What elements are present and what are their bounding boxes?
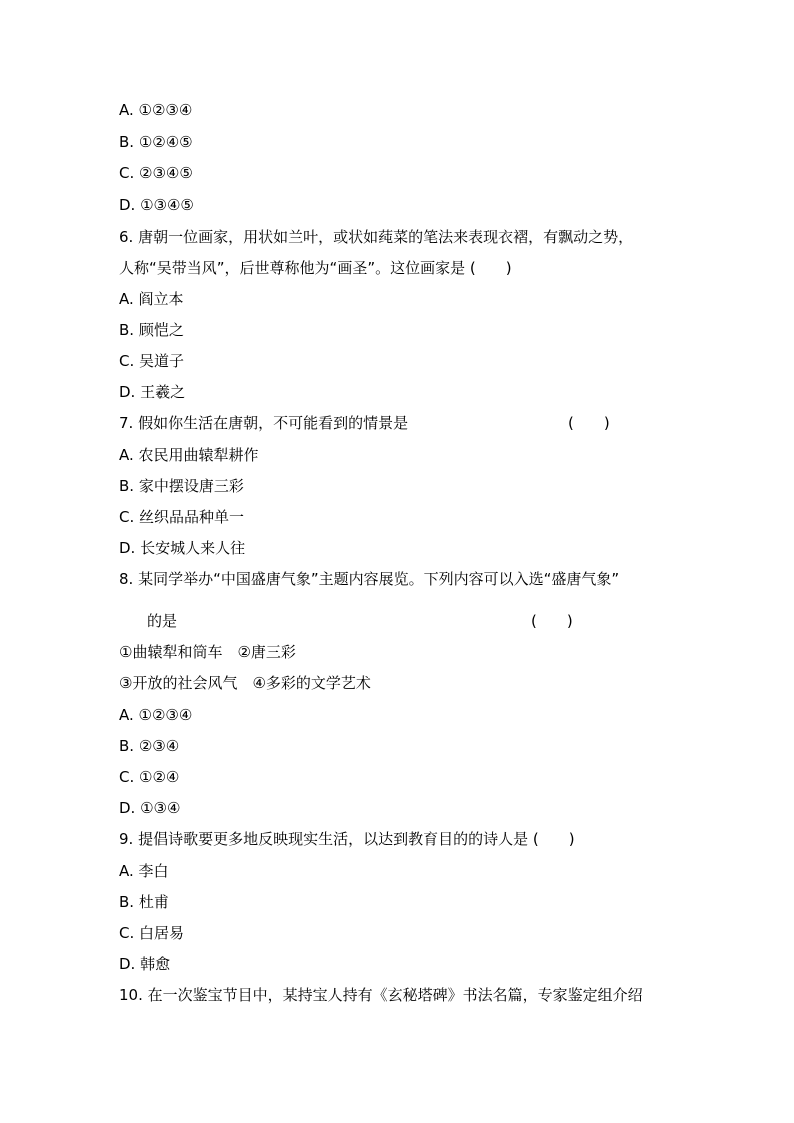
q6-stem-line1: 6. 唐朝一位画家，用状如兰叶，或状如莼菜的笔法来表现衣褶，有飘动之势，: [119, 228, 634, 246]
q9-option-b[interactable]: B. 杜甫: [119, 893, 169, 911]
q8-answer-blank[interactable]: ( ): [531, 612, 573, 630]
q7-option-c[interactable]: C. 丝织品品种单一: [119, 508, 245, 526]
q5-option-c[interactable]: C. ②③④⑤: [119, 164, 193, 182]
q6-option-d[interactable]: D. 王羲之: [119, 383, 186, 401]
q8-item-line2: ③开放的社会风气 ④多彩的文学艺术: [119, 674, 371, 692]
q8-stem-line2: 的是: [147, 612, 178, 630]
q7-option-d[interactable]: D. 长安城人来人往: [119, 539, 246, 557]
q8-option-c[interactable]: C. ①②④: [119, 768, 180, 786]
q7-option-b[interactable]: B. 家中摆设唐三彩: [119, 477, 244, 495]
q7-option-a[interactable]: A. 农民用曲辕犁耕作: [119, 446, 259, 464]
q6-option-b[interactable]: B. 顾恺之: [119, 321, 184, 339]
q9-option-c[interactable]: C. 白居易: [119, 924, 185, 942]
q7-stem: 7. 假如你生活在唐朝，不可能看到的情景是: [119, 414, 409, 432]
q9-stem: 9. 提倡诗歌要更多地反映现实生活，以达到教育目的的诗人是 ( ): [119, 830, 575, 848]
q6-stem-line2: 人称“吴带当风”，后世尊称他为“画圣”。这位画家是 ( ): [119, 259, 512, 277]
q9-option-d[interactable]: D. 韩愈: [119, 955, 171, 973]
q7-answer-blank[interactable]: ( ): [568, 414, 610, 432]
q10-stem: 10. 在一次鉴宝节目中，某持宝人持有《玄秘塔碑》书法名篇，专家鉴定组介绍: [119, 986, 643, 1004]
q5-option-b[interactable]: B. ①②④⑤: [119, 133, 193, 151]
q5-option-a[interactable]: A. ①②③④: [119, 101, 193, 119]
q8-item-line1: ①曲辕犁和筒车 ②唐三彩: [119, 643, 296, 661]
q6-option-c[interactable]: C. 吴道子: [119, 352, 185, 370]
q8-option-b[interactable]: B. ②③④: [119, 737, 180, 755]
q5-option-d[interactable]: D. ①③④⑤: [119, 196, 194, 214]
q8-option-a[interactable]: A. ①②③④: [119, 706, 193, 724]
q8-stem-line1: 8. 某同学举办“中国盛唐气象”主题内容展览。下列内容可以入选“盛唐气象”: [119, 570, 620, 588]
q6-option-a[interactable]: A. 阎立本: [119, 290, 184, 308]
q9-option-a[interactable]: A. 李白: [119, 862, 169, 880]
q8-option-d[interactable]: D. ①③④: [119, 799, 181, 817]
